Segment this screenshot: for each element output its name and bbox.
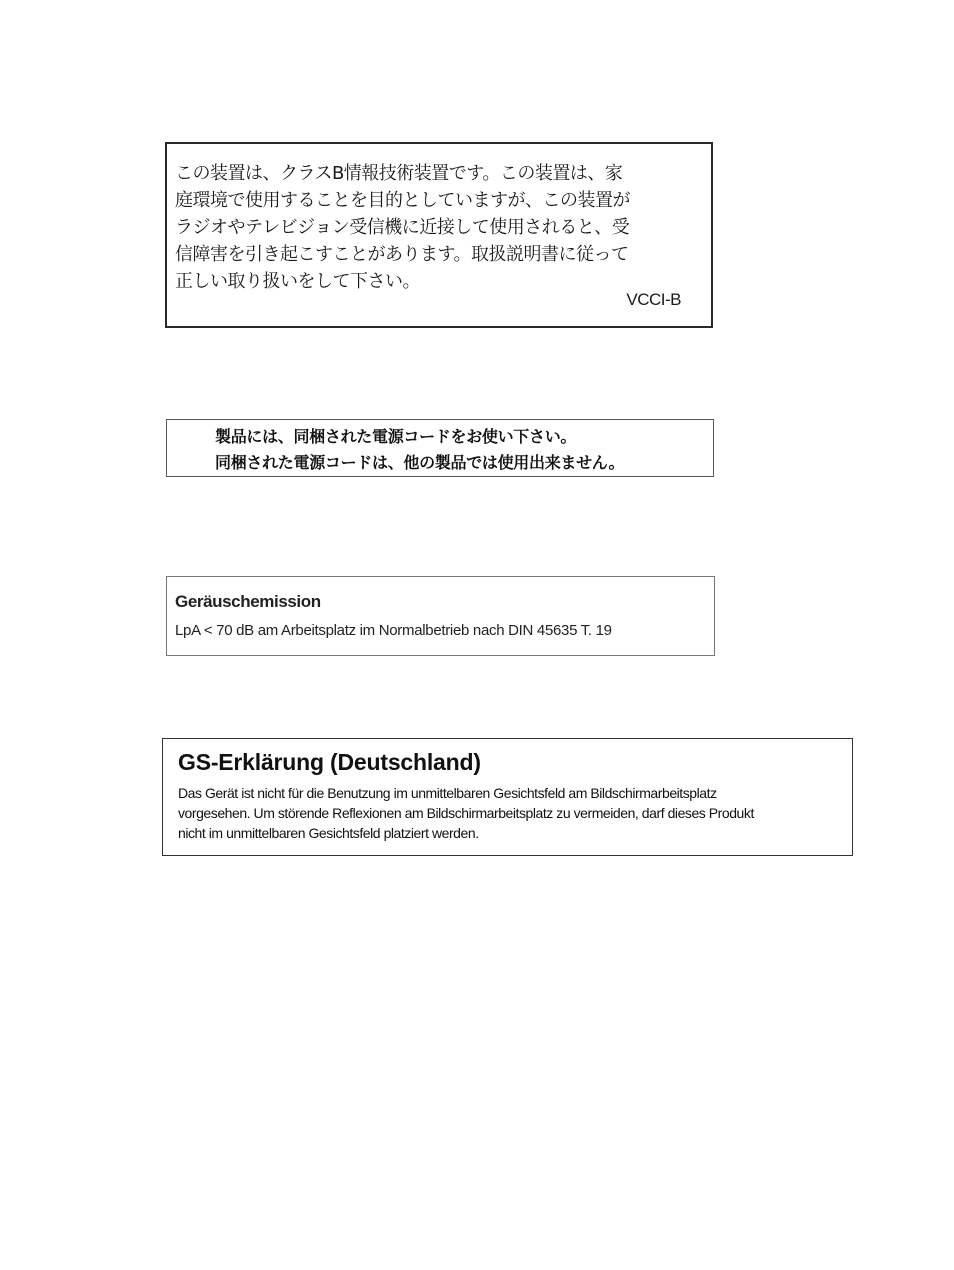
- vcci-notice-line: この装置は、クラスB情報技術装置です。この装置は、家: [175, 163, 623, 184]
- vcci-notice-box: [165, 142, 713, 328]
- power-cord-notice-line: 製品には、同梱された電源コードをお使い下さい。: [215, 427, 577, 446]
- gs-declaration-text: [178, 783, 844, 843]
- power-cord-notice-line: 同梱された電源コードは、他の製品では使用出来ません。: [215, 453, 625, 472]
- noise-emission-box: [166, 576, 715, 656]
- noise-emission-title: Geräuschemission: [175, 592, 321, 611]
- gs-declaration-line: Das Gerät ist nicht für die Benutzung im unmittelbaren Gesichtsfeld am Bildschirmarbeitsplatz: [178, 785, 717, 801]
- vcci-notice-line: 信障害を引き起こすことがあります。取扱説明書に従って: [175, 244, 629, 265]
- gs-declaration-line: vorgesehen. Um störende Reflexionen am Bildschirmarbeitsplatz zu vermeiden, darf dieses Produkt: [178, 805, 754, 821]
- gs-declaration-line: nicht im unmittelbaren Gesichtsfeld platziert werden.: [178, 825, 479, 841]
- noise-emission-text: LpA < 70 dB am Arbeitsplatz im Normalbetrieb nach DIN 45635 T. 19: [175, 622, 612, 639]
- vcci-notice-line: ラジオやテレビジョン受信機に近接して使用されると、受: [175, 217, 630, 238]
- gs-declaration-title: GS-Erklärung (Deutschland): [178, 749, 481, 775]
- vcci-notice-line: 正しい取り扱いをして下さい。: [175, 271, 420, 292]
- vcci-class-code: VCCI-B: [626, 290, 681, 309]
- vcci-notice-line: 庭環境で使用することを目的としていますが、この装置が: [175, 190, 630, 211]
- power-cord-notice-box: [166, 419, 714, 477]
- gs-declaration-box: [162, 738, 853, 856]
